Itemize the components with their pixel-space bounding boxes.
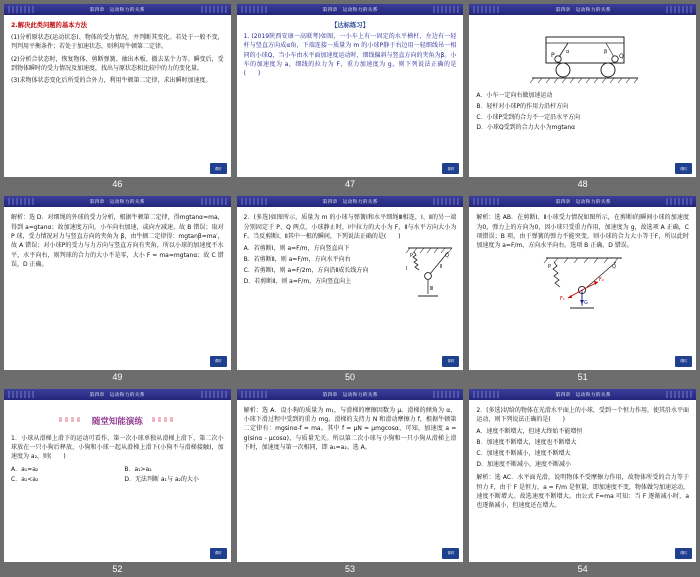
option-a[interactable]: A．速度不断增大，但速大终始不能增恒 (476, 428, 583, 436)
slide-body (4, 207, 231, 369)
option-d[interactable]: D．若剪断Ⅱ，则 a=F/m，方向竖直向上 (243, 277, 352, 285)
figure-incline-vectors (538, 254, 628, 312)
slide-body (4, 15, 231, 177)
paragraph: 1. (2019陕西安康一高联考)如图，一小车上有一固定的水平横杆，左边有一轻杆与竖直方向成α角，下端连接一质量为 m 的小球P静于右边用一轻细线吊一相同的小球Q，当小车由水平面加速度运动时，细线偏斜与竖直方向的夹角为β。小车的加速度为 a，细线的拉力为 F，重力加速度为 g，则下列说法正确的是( ) (243, 33, 457, 78)
slide-header-text: 第四章 运动和力的关系 (554, 391, 611, 398)
slide-header-bar (237, 389, 464, 400)
slide-body (469, 15, 696, 177)
solution-paragraph: 解析：选 AB．在剪断Ⅰ、Ⅱ小球受力情况如图所示，在剪断Ⅰ的瞬间小球的加速度为0，弹力上的方向为0，因小球只受重力作用，加速度为 g，故选项 A 正确，C 项错误；B 项，由于弹簧的弹力不能突变，则小球的合力大小等于F，所以此时加速度为 a=F/m，方向水平向右。选项 B 正确，D 错误。 (476, 214, 689, 250)
svg-text:Q: Q (611, 263, 616, 270)
course-logo (675, 356, 692, 367)
option-c[interactable]: C．若剪断Ⅰ，则 a=F/2m，方向沿Ⅱ成长线方向 (243, 266, 369, 274)
slide-header-text: 第四章 运动和力的关系 (89, 199, 146, 206)
slide-53[interactable] (237, 389, 464, 562)
slide-cell-47 (237, 4, 464, 190)
svg-text:P: P (550, 52, 555, 59)
slide-body (237, 15, 464, 177)
page-number: 53 (344, 563, 355, 574)
solution-paragraph: 解析：选 AC．水平面光滑，说明物体不受摩擦力作用，故物体所受的合力等于恒力 F，由于 F 是恒力，a = F/m 是恒量，即加速度不变，物体做匀加速运动，速度不断增大。故选速度不断增大。由公式 F=ma 可知：当 F 逐渐减小时，a 也逐渐减小，但速度还在增大。 (476, 474, 689, 510)
slide-header-text: 第四章 运动和力的关系 (89, 7, 146, 13)
paragraph: (3)求物体状态变化后所受的合外力，利用牛顿第二定律，求出瞬时加速度。 (11, 77, 212, 85)
option-b[interactable]: B．a₁>a₂ (124, 465, 152, 473)
slide-header-bar (237, 4, 464, 15)
slide-cell-49 (4, 196, 231, 382)
option-b[interactable]: B．若剪断Ⅱ，则 a=F/m，方向水平向右 (243, 256, 351, 264)
option-c[interactable]: C．a₁<a₂ (11, 476, 39, 484)
svg-text:F₂: F₂ (598, 276, 604, 283)
solution-paragraph: 解析：选 A．设小狗的质量为 m₁，与滑梯的摩擦因数为 μ。滑梯的倾角为 α，小球下滑过程中受到的重力 mg，滑梯的支持力 N 和滑动摩擦力 f，根据牛顿第二定律有：mgsinα-f = ma。其中 f = μN = μmgcosα，可知，加速度 a = g(sinα - μcosα)，与质量无关。所以第二次小球与小狗和一只小狗从滑梯上滑下时，加速度与第一次相同，即 a₁=a₂。选 A。 (243, 406, 457, 451)
slide-header-text: 第四章 运动和力的关系 (322, 199, 378, 206)
svg-text:Ⅲ: Ⅲ (430, 286, 434, 293)
course-logo-text: 课时 (680, 359, 687, 364)
page-number: 46 (112, 179, 123, 190)
slide-header-text: 第四章 运动和力的关系 (89, 391, 146, 398)
slide-header-bar (4, 196, 231, 207)
slide-52[interactable] (4, 389, 231, 562)
svg-text:Ⅱ: Ⅱ (440, 264, 443, 271)
paragraph: 2．(多选)切给的物体在光滑水平面上的小球，受到一个恒力作用，使其沿水平面运动，则下列说法正确的是( ) (476, 406, 689, 423)
svg-text:G: G (583, 299, 588, 306)
course-logo-text: 课时 (680, 166, 687, 171)
svg-text:β: β (603, 49, 607, 55)
option-d[interactable]: D．无法判断 a₁与 a₂的大小 (124, 476, 199, 484)
svg-text:Q: Q (618, 53, 624, 60)
slide-cell-51 (469, 196, 696, 382)
slide-header-bar (469, 389, 696, 400)
option-a[interactable]: A．若剪断Ⅰ，则 a=F/m，方向竖直向下 (243, 245, 350, 253)
course-logo (442, 548, 459, 559)
decoration-right (152, 417, 176, 422)
incline-ball-diagram (404, 244, 456, 300)
slide-cell-54 (469, 389, 696, 575)
page-number: 52 (112, 563, 123, 574)
slide-header-bar (4, 4, 231, 15)
slide-51[interactable] (469, 196, 696, 369)
slide-header-text: 第四章 运动和力的关系 (322, 391, 378, 398)
slide-cell-52 (4, 389, 231, 575)
paragraph: (2)分析合状态时，恢复物体、剪断弹簧、抽出木板、撤去某个力等。瞬变后，受到物体瞬时的受力情况及加速度，找出与原状态相比较中的力的变化量。 (11, 55, 224, 72)
slide-cell-50 (237, 196, 464, 382)
decoration-left (59, 417, 83, 422)
option-a[interactable]: A．a₁=a₂ (11, 465, 39, 473)
slide-body (469, 207, 696, 369)
option-a[interactable]: A．小车一定向右做加速运动 (476, 92, 553, 99)
slide-body (469, 400, 696, 562)
slide-header-bar (4, 389, 231, 400)
slide-47[interactable] (237, 4, 464, 177)
slide-body (4, 400, 231, 562)
incline-vectors-diagram (538, 254, 628, 312)
paragraph: 2．(多选)如图所示，质量为 m 的小球与弹簧I和水平细绳Ⅲ相连，Ⅰ、Ⅱ的另一端分别固定于 P、Q 两点，小球静止时，Ⅰ中拉力的大小为 F，Ⅱ与水平方向大小为 F。当反剪断Ⅰ、Ⅱ其中一根的瞬间，下列说法正确的是( ) (243, 214, 457, 240)
svg-text:Q: Q (445, 253, 450, 260)
page-number: 48 (577, 179, 588, 190)
course-logo-text: 课时 (214, 359, 222, 364)
paragraph: 1．小球从滑梯上滑下的运动可看作，第一次小球单独从滑梯上滑下，第二次小球放在一只小狗后释放，小狗和小球一起从滑梯上滑下(小狗不与滑梯接触)，加速度为 a₂，则( ) (11, 434, 224, 461)
course-logo (442, 356, 459, 367)
svg-text:α: α (565, 49, 569, 55)
option-b[interactable]: B．加速度不断增大，速度也不断增大 (476, 439, 577, 447)
svg-text:P: P (547, 263, 551, 270)
slide-header-bar (469, 4, 696, 15)
course-logo-text: 课时 (447, 551, 455, 556)
course-logo-text: 课时 (447, 166, 455, 171)
cart-ball-diagram (518, 23, 648, 85)
slide-heading: 2.解决此类问题的基本方法 (11, 22, 88, 29)
course-logo-text: 课时 (680, 551, 687, 556)
drill-title: 随堂知能演练 (91, 416, 143, 427)
slide-body (237, 207, 464, 369)
solution-paragraph: 解析：选 D．对细绳的外球的受力分析，根据牛顿第二定律，得mgtanα=ma，得到 a=gtanα；故加速度方向，小车向右加速，或向左减速，故 B 错误；取对 P 球，受力情况对力与竖直方向的夹角为 β，由牛顿二定律得：mgtanβ=ma′，故 A 错误；对小球P的受力与力方向与竖直方向有夹角，所以小球的加速度不水平，水平向右，则判球的合力的大小不是零，大小 F = ma=mgtanα；故 C 错误，D 正确。 (11, 214, 224, 268)
course-logo (675, 163, 692, 174)
page-number: 50 (344, 371, 355, 382)
option-c[interactable]: C．加速度不断减小，速度不断增大 (476, 449, 571, 457)
slide-header-text: 第四章 运动和力的关系 (554, 199, 611, 206)
course-logo (675, 548, 692, 559)
slide-50[interactable] (237, 196, 464, 369)
course-logo-text: 课时 (447, 359, 455, 364)
slide-header-text: 第四章 运动和力的关系 (554, 7, 611, 13)
drill-title-row (11, 409, 224, 428)
page-number: 49 (112, 371, 123, 382)
slide-cell-48 (469, 4, 696, 190)
svg-text:F₁: F₁ (559, 295, 565, 302)
course-logo (210, 548, 227, 559)
slide-48[interactable] (469, 4, 696, 177)
option-d[interactable]: D．小球Q受到的合力大小为mgtanα (476, 124, 576, 132)
slide-46[interactable] (4, 4, 231, 177)
slide-body (237, 400, 464, 562)
figure-incline-ball (404, 244, 456, 300)
option-b[interactable]: B．轻杆对小球P的作用力沿杆方向 (476, 102, 569, 110)
slide-cell-46 (4, 4, 231, 190)
slide-header-bar (469, 196, 696, 207)
slide-header-text: 第四章 运动和力的关系 (322, 7, 378, 13)
slide-heading: 【达标练习】 (331, 22, 369, 29)
slide-header-bar (237, 196, 464, 207)
page-number: 47 (344, 179, 355, 190)
course-logo (442, 163, 459, 174)
figure-cart-ball (518, 23, 648, 85)
option-c[interactable]: C．小球P受到的合力不一定沿水平方向 (476, 113, 581, 121)
svg-text:P: P (410, 253, 414, 260)
paragraph: (1)分析原状态(运动状态)、物体的受力情况，并判断其变化。若处于一般不变，判判用平衡条件；若处于加速状态，则利用牛顿第二定律。 (11, 34, 224, 51)
page-number: 51 (577, 371, 588, 382)
slide-49[interactable] (4, 196, 231, 369)
course-logo-text: 课时 (214, 551, 222, 556)
slide-54[interactable] (469, 389, 696, 562)
course-logo-text: 课时 (214, 166, 222, 171)
page-number: 54 (577, 563, 588, 574)
slide-cell-53 (237, 389, 464, 575)
course-logo (210, 163, 227, 174)
course-logo (210, 356, 227, 367)
svg-text:Ⅰ: Ⅰ (406, 266, 408, 273)
option-d[interactable]: D．加速度不断减小，速度不断减小 (476, 460, 571, 468)
